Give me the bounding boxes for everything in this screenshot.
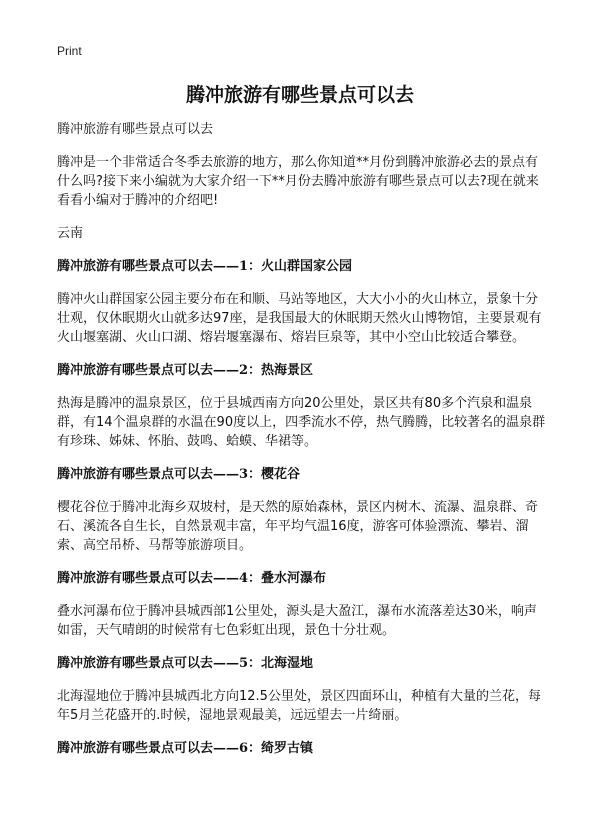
article-content	[57, 120, 547, 772]
section-heading-3: 腾冲旅游有哪些景点可以去——3：樱花谷	[57, 467, 301, 482]
section-heading-2: 腾冲旅游有哪些景点可以去——2：热海景区	[57, 363, 314, 378]
page-title: 腾冲旅游有哪些景点可以去	[185, 84, 414, 106]
section-heading-6: 腾冲旅游有哪些景点可以去——6：绮罗古镇	[57, 741, 314, 756]
section-body-5: 北海湿地位于腾冲县城西北方向12.5公里处，景区四面环山，种植有大量的兰花，每年5月兰花盛开的.时候，湿地景观最美，远远望去一片绮丽。	[57, 689, 541, 723]
section-body-1: 腾冲火山群国家公园主要分布在和顺、马站等地区，大大小小的火山林立，景象十分壮观，仅休眠期火山就多达97座，是我国最大的休眠期天然火山博物馆，主要景观有火山堰塞湖、火山口湖、熔岩堰塞瀑布、熔岩巨泉等，其中小空山比较适合攀登。	[57, 292, 542, 345]
article-subtitle: 腾冲旅游有哪些景点可以去	[57, 122, 214, 137]
section-body-4: 叠水河瀑布位于腾冲县城西部1公里处，源头是大盈江，瀑布水流落差达30米，响声如雷，天气晴朗的时候常有七色彩虹出现，景色十分壮观。	[57, 604, 537, 638]
section-body-2: 热海是腾冲的温泉景区，位于县城西南方向20公里处，景区共有80多个汽泉和温泉群，有14个温泉群的水温在90度以上，四季流水不停，热气腾腾，比较著名的温泉群有珍珠、姊妹、怀胎、鼓鸣、蛤蟆、华裙等。	[57, 396, 546, 449]
print-link[interactable]: Print	[57, 44, 82, 58]
region-label: 云南	[57, 226, 84, 241]
intro-paragraph: 腾冲是一个非常适合冬季去旅游的地方，那么你知道**月份到腾冲旅游必去的景点有什么吗?接下来小编就为大家介绍一下**月份去腾冲旅游有哪些景点可以去?现在就来看看小编对于腾冲的介绍吧!	[57, 155, 539, 208]
section-body-3: 樱花谷位于腾冲北海乡双坡村，是天然的原始森林，景区内树木、流瀑、温泉群、奇石、溪流各自生长，自然景观丰富，年平均气温16度，游客可体验漂流、攀岩、溜索、高空吊桥、马帮等旅游项目。	[57, 500, 539, 553]
section-heading-4: 腾冲旅游有哪些景点可以去——4：叠水河瀑布	[57, 571, 327, 586]
section-heading-5: 腾冲旅游有哪些景点可以去——5：北海湿地	[57, 656, 314, 671]
section-heading-1: 腾冲旅游有哪些景点可以去——1：火山群国家公园	[57, 259, 353, 274]
